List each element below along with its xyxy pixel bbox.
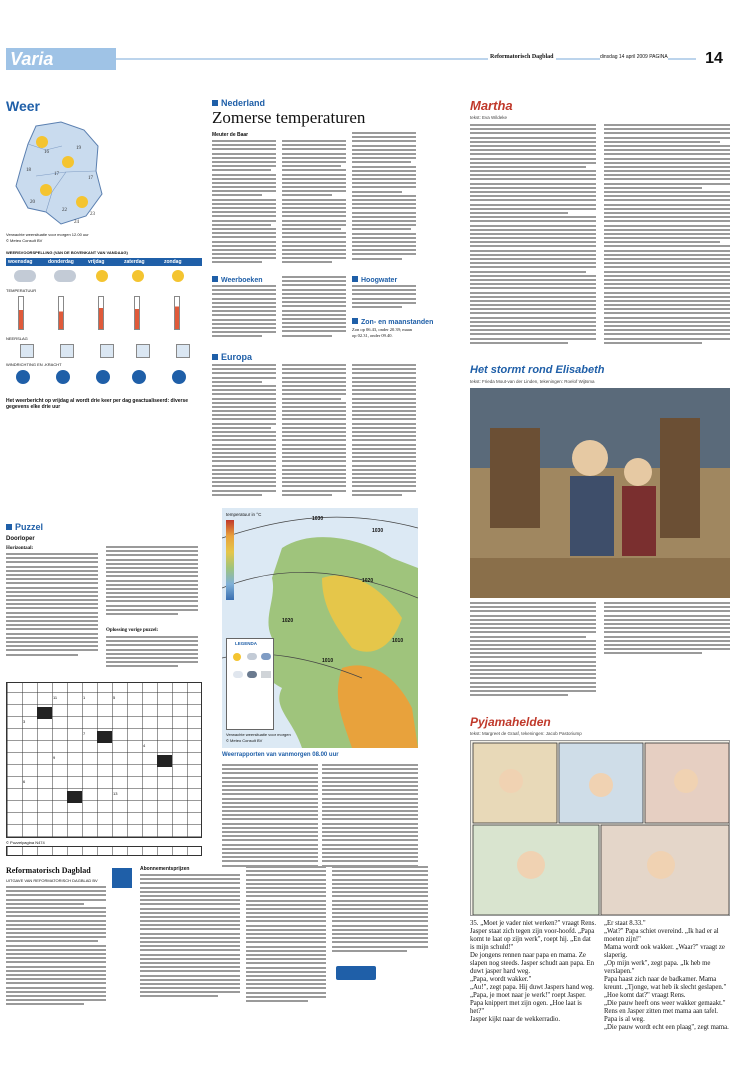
temp-label: 24 (74, 220, 79, 225)
weather-sun-icon (62, 156, 74, 168)
map-title: temperatuur in °C (226, 512, 262, 517)
rain-bar (60, 344, 74, 358)
colofon-right (246, 866, 326, 1016)
temp-label: 17 (88, 176, 93, 181)
nederland-col3 (352, 132, 416, 272)
grid-number: 11 (53, 695, 58, 700)
temp-label: 17 (54, 172, 59, 177)
europa-col3 (352, 364, 416, 504)
page-number: 14 (705, 50, 723, 67)
cloud-icon (14, 270, 36, 282)
oplossing-text (106, 636, 198, 676)
temp-label: 18 (26, 168, 31, 173)
grid-number: 6 (23, 779, 26, 784)
grid-number: 7 (83, 731, 86, 736)
horizontaal-label: Horizontaal: (6, 546, 34, 551)
puzzel-title: Doorloper (6, 536, 35, 542)
neerslag-label: NEERSLAG (6, 336, 28, 341)
thermometer (134, 296, 140, 330)
forecast-table (6, 258, 202, 394)
page-header (0, 48, 738, 70)
oplossing-title: Oplossing vorige puzzel: (106, 628, 159, 633)
day-label: zondag (164, 259, 182, 265)
puzzel-clues-col2 (106, 546, 198, 626)
weather-sun-icon (40, 184, 52, 196)
pyjama-paragraph: „Hoe komt dat?" vraagt Rens. (604, 992, 686, 999)
puzzel-label: Puzzel (6, 522, 43, 532)
pyjama-title: Pyjamahelden (470, 715, 551, 729)
map-caption: Verwachte weersituatie voor morgen 12.00 uur (6, 232, 89, 237)
rain-bar (100, 344, 114, 358)
header-date: dinsdag 14 april 2009 PAGINA (600, 54, 668, 60)
section-title: Varia (6, 48, 116, 70)
legend-sun-icon (233, 653, 241, 661)
netherlands-map (6, 116, 106, 231)
europa-label: Europa (212, 352, 252, 362)
legend-snow-icon (233, 671, 243, 678)
pyjama-paragraph: „Die pauw heeft ons weer wakker gemaakt." (604, 1000, 726, 1007)
weer-footnote: Het weerbericht op vrijdag al wordt drie keer per dag geactualiseerd: diverse gegevens elke drie uur (6, 398, 189, 410)
wind-arrow-icon (132, 370, 146, 384)
colofon-text (6, 886, 106, 1016)
pyjama-paragraph: „Papa, wordt wakker." (470, 976, 532, 983)
grid-number: 13 (113, 791, 118, 796)
weer-title: Weer (6, 98, 40, 114)
nederland-col1 (212, 140, 276, 272)
elisabeth-title: Het stormt rond Elisabeth (470, 364, 605, 376)
weerboeken-label: Weerboeken (212, 276, 263, 284)
hoogwater-label: Hoogwater (352, 276, 397, 284)
pyjama-paragraph: „Er staat 8.33." (604, 920, 646, 927)
pyjama-paragraph: Papa haast zich naar de badkamer. Mama kreunt. „Tjonge, wat heb ik slecht geslapen." (604, 976, 727, 991)
pyjama-paragraph: „Op mijn werk", zegt papa. „Ik heb me verslapen." (604, 960, 711, 975)
martha-col1 (470, 124, 596, 360)
black-cell (97, 731, 112, 743)
thermometer (58, 296, 64, 330)
wind-arrow-icon (56, 370, 70, 384)
europe-weather-map (222, 508, 418, 748)
elisabeth-byline: tekst: Frieda Mout-van der Linden, tekeningen: Roelof Wijtsma (470, 379, 595, 384)
martha-title: Martha (470, 98, 513, 113)
isobar-label: 1020 (362, 578, 374, 584)
weerrapport-table-left (222, 764, 318, 874)
day-label: vrijdag (88, 259, 105, 265)
weerboeken-col1 (212, 285, 276, 345)
grid-number: 9 (53, 755, 56, 760)
nederland-byline: Meuter de Baar (212, 132, 249, 138)
isobar-label: 1010 (322, 658, 334, 664)
puzzel-clues-col1 (6, 553, 98, 663)
legend-storm-icon (247, 671, 257, 678)
colofon-sub: UITGAVE VAN REFORMATORISCH DAGBLAD BV (6, 878, 98, 883)
legend-rain-icon (261, 653, 271, 660)
pyjama-paragraph: „Die pauw wordt echt een plaag", zegt mama. (604, 1024, 729, 1031)
zon-label: Zon- en maanstanden (352, 318, 433, 326)
pyjama-paragraph: Rens en Jasper zitten met mama aan tafel. (604, 1008, 718, 1015)
day-label: donderdag (48, 259, 74, 265)
black-cell (67, 791, 82, 803)
weerrapport-table-right (322, 764, 418, 874)
weather-sun-icon (76, 196, 88, 208)
rain-bar (20, 344, 34, 358)
pyjama-paragraph: „Wat?" Papa schiet overeind. „Ik had er al moeten zijn!" (604, 928, 719, 943)
newspaper-name: Reformatorisch Dagblad (490, 54, 554, 60)
colofon-far-right (332, 866, 428, 962)
grid-number: 5 (113, 695, 116, 700)
temp-label: 16 (44, 150, 49, 155)
pyjama-byline: tekst: Margreet de Graaf, tekeningen: Jacob Pastoriump (470, 731, 582, 736)
pyjama-paragraph: 35. „Moet je vader niet werken?" vraagt Rens. (470, 920, 597, 927)
rain-bar (176, 344, 190, 358)
weather-sun-icon (36, 136, 48, 148)
isobar-label: 1030 (372, 528, 384, 534)
black-cell (37, 707, 52, 719)
sun-icon (172, 270, 184, 282)
pyjama-paragraph: Papa knippert met zijn ogen. „Hoe laat is het?" (470, 1000, 582, 1015)
answer-strip[interactable] (6, 846, 202, 856)
wind-arrow-icon (96, 370, 110, 384)
puzzle-grid[interactable] (6, 682, 202, 838)
temp-scale (226, 520, 234, 600)
puzzle-credit: © Puzzelpagina N474 (6, 840, 45, 845)
isobar-label: 1010 (392, 638, 404, 644)
nederland-headline: Zomerse temperaturen (212, 108, 366, 127)
legend-title: LEGENDA (235, 641, 258, 646)
temp-label: 22 (62, 208, 67, 213)
forecast-title: WEERSVOORSPELLING (VAN DE BOVENKANT VAN VANDAAG) (6, 250, 128, 255)
temp-label: 23 (90, 212, 95, 217)
legend-cloud-icon (247, 653, 257, 660)
martha-col2 (604, 124, 730, 360)
day-label: zaterdag (124, 259, 145, 265)
pyjama-paragraph: De jongens rennen naar papa en mama. Ze slapen nog steeds. Jasper schudt aan papa. En duwt jasper hard weg. (470, 952, 595, 975)
wind-label: WINDRICHTING EN -KRACHT (6, 362, 62, 367)
europa-col1 (212, 364, 276, 504)
thermometer (98, 296, 104, 330)
hoogwater-text (352, 285, 416, 313)
temp-row-label: TEMPERATUUR (6, 288, 37, 293)
grid-number: 4 (143, 743, 146, 748)
legend-box (226, 638, 274, 730)
map-credit: © Meteo Consult BV (6, 238, 43, 243)
black-cell (157, 755, 172, 767)
pyjama-text-col2 (604, 920, 730, 1032)
nederland-label: Nederland (212, 98, 265, 108)
europe-map-caption: Verwachte weersituatie voor morgen (226, 732, 291, 737)
pyjama-paragraph: Papa is al weg. (604, 1016, 645, 1023)
pyjama-paragraph: Mama wordt ook wakker. „Waar?" vraagt ze slaperig. (604, 944, 725, 959)
europa-col2 (282, 364, 346, 504)
elisabeth-col1 (470, 602, 596, 704)
wind-arrow-icon (16, 370, 30, 384)
pyjama-paragraph: „Papa, je moet naar je werk!" roept Jasper. (470, 992, 586, 999)
day-label: woensdag (8, 259, 33, 265)
rain-bar (136, 344, 150, 358)
cloud-icon (54, 270, 76, 282)
temp-label: 19 (76, 146, 81, 151)
thermometer (174, 296, 180, 330)
legend-fog-icon (261, 671, 271, 678)
zon-text: Zon op 06.43, onder 20.39; maan op 02.31, onder 09.40. (352, 327, 412, 338)
ed-logo (336, 966, 376, 980)
grid-number: 1 (83, 695, 86, 700)
elisabeth-col2 (604, 602, 730, 662)
pyjama-text-col1 (470, 920, 596, 1024)
temp-label: 20 (30, 200, 35, 205)
isobar-label: 1030 (312, 516, 324, 522)
wind-arrow-icon (172, 370, 186, 384)
colofon-name: Reformatorisch Dagblad (6, 866, 91, 875)
europe-map-credit: © Meteo Consult BV (226, 738, 263, 743)
martha-byline: tekst: Eva Wildeke (470, 115, 508, 120)
weerboeken-col2 (282, 276, 346, 346)
thermometer (18, 296, 24, 330)
colofon-logo (112, 868, 132, 888)
pyjama-paragraph: Jasper staat zich tegen zijn voor-hoofd. „Papa komt te laat op zijn werk", roept hij. „En dat is mijn schuld!" (470, 928, 595, 951)
elisabeth-illustration (470, 388, 730, 598)
sun-icon (132, 270, 144, 282)
grid-number: 3 (23, 719, 26, 724)
nederland-col2 (282, 140, 346, 272)
weerrapport-title: Weerrapporten van vanmorgen 08.00 uur (222, 752, 339, 758)
pyjama-comic (470, 740, 730, 916)
isobar-label: 1020 (282, 618, 294, 624)
pyjama-paragraph: „Au!", zegt papa. Hij duwt Jaspers hand weg. (470, 984, 594, 991)
sun-icon (96, 270, 108, 282)
pyjama-paragraph: Jasper kijkt naar de wekkerradio. (470, 1016, 561, 1023)
abon-title: Abonnementsprijzen (140, 866, 190, 872)
abon-table (140, 874, 240, 1014)
